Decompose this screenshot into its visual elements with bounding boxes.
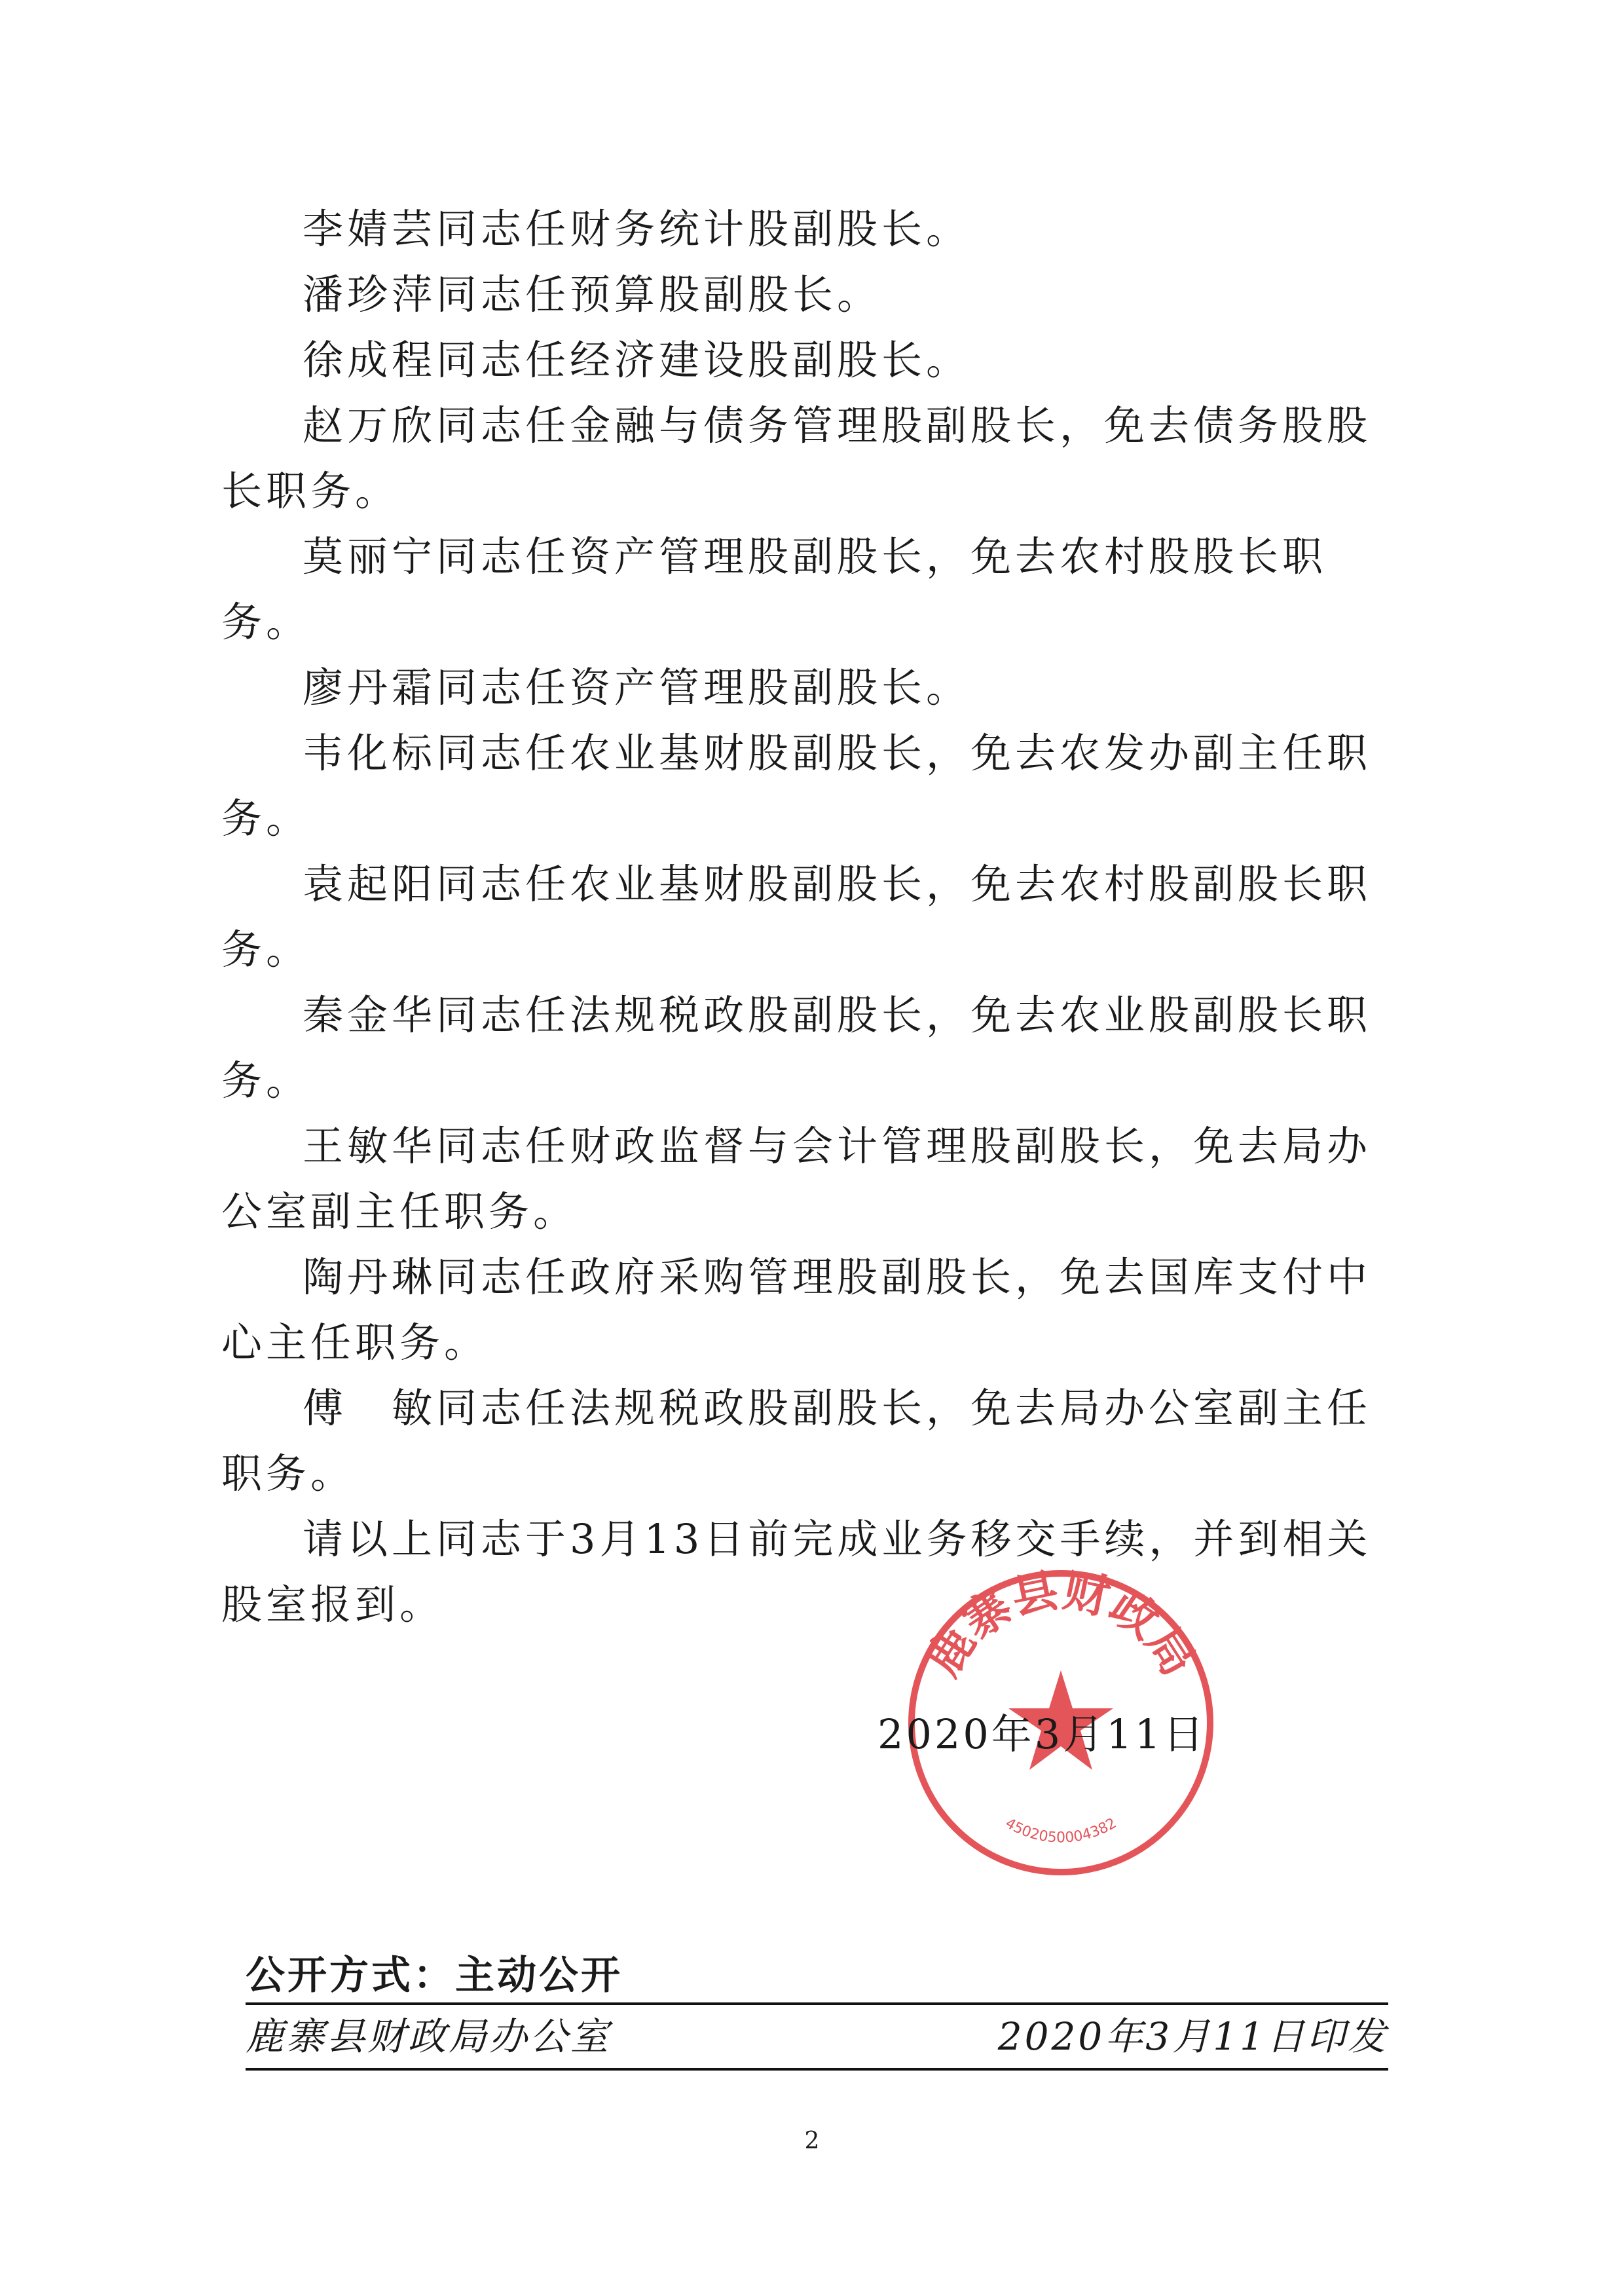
paragraph: 李婧芸同志任财务统计股副股长。: [303, 205, 971, 253]
page-number: 2: [804, 2128, 820, 2154]
seal-serial: 4502050004382: [1002, 1815, 1120, 1847]
paragraph: 赵万欣同志任金融与债务管理股副股长，免去债务股股长职务。: [221, 402, 1372, 515]
paragraph: 请以上同志于3月13日前完成业务移交手续，并到相关股室报到。: [221, 1515, 1372, 1628]
issue-date: 2020年3月11日印发: [997, 2014, 1388, 2059]
paragraph: 莫丽宁同志任资产管理股副股长，免去农村股股长职务。: [221, 533, 1327, 646]
document-footer: [246, 1949, 1388, 2071]
paragraph: 袁起阳同志任农业基财股副股长，免去农村股副股长职务。: [221, 860, 1372, 973]
signature-date: 2020年3月11日: [877, 1710, 1207, 1758]
issuer-row: [246, 2005, 1388, 2071]
paragraph: 王敏华同志任财政监督与会计管理股副股长，免去局办公室副主任职务。: [221, 1122, 1372, 1235]
paragraph: 韦化标同志任农业基财股副股长，免去农发办副主任职务。: [221, 729, 1372, 842]
paragraph: 潘珍萍同志任预算股副股长。: [303, 271, 882, 318]
paragraph: 傅 敏同志任法规税政股副股长，免去局办公室副主任职务。: [221, 1384, 1372, 1497]
seal-arc-text: 鹿寨县财政局: [915, 1562, 1206, 1685]
paragraph: 秦金华同志任法规税政股副股长，免去农业股副股长职务。: [221, 991, 1372, 1104]
paragraph: 徐成程同志任经济建设股副股长。: [303, 336, 971, 384]
paragraph: 陶丹琳同志任政府采购管理股副股长，免去国库支付中心主任职务。: [221, 1253, 1372, 1366]
body-text: [221, 197, 1387, 1638]
paragraph: 廖丹霜同志任资产管理股副股长。: [303, 664, 971, 711]
issuer-name: 鹿寨县财政局办公室: [246, 2014, 612, 2059]
disclosure-method: 公开方式：主动公开: [246, 1949, 1388, 2005]
